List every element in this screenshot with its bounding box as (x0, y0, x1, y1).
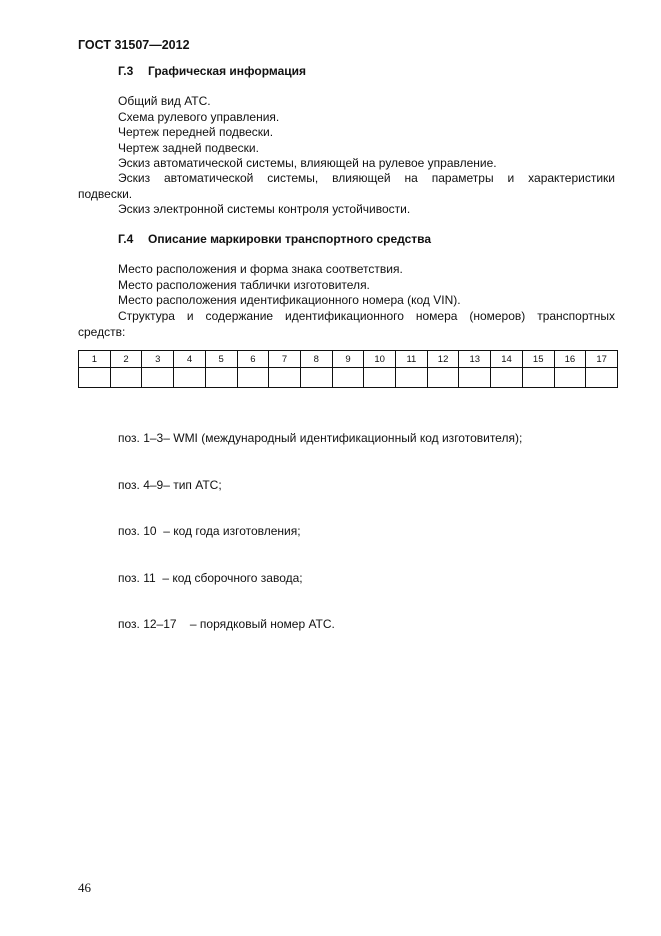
table-cell-empty (79, 368, 111, 388)
table-cell-empty (174, 368, 206, 388)
list-item: Схема рулевого управления. (118, 109, 280, 124)
table-cell-empty (205, 368, 237, 388)
section-g4-wrapped-item (78, 309, 615, 340)
document-header: ГОСТ 31507—2012 (78, 38, 190, 52)
list-item: Структура и содержание идентификационного номера (номеров) транспортных (118, 309, 615, 323)
table-cell: 2 (110, 351, 142, 368)
table-cell-empty (396, 368, 428, 388)
table-cell: 3 (142, 351, 174, 368)
list-item: Место расположения и форма знака соответствия. (118, 262, 403, 276)
table-cell-empty (427, 368, 459, 388)
table-cell-empty (364, 368, 396, 388)
table-cell-empty (237, 368, 269, 388)
table-cell: 5 (205, 351, 237, 368)
legend-item: поз. 4–9– тип АТС; (118, 477, 222, 492)
table-cell: 11 (396, 351, 428, 368)
table-cell: 15 (522, 351, 554, 368)
list-item-continuation: подвески. (78, 186, 133, 201)
page-number: 46 (78, 880, 91, 895)
table-cell: 13 (459, 351, 491, 368)
positions-legend (118, 400, 522, 664)
section-g3-last-item (78, 202, 615, 218)
table-cell: 14 (491, 351, 523, 368)
table-cell: 9 (332, 351, 364, 368)
table-cell: 17 (586, 351, 618, 368)
table-cell: 4 (174, 351, 206, 368)
table-row (79, 351, 618, 368)
section-g4-heading (118, 232, 431, 246)
list-item: Общий вид АТС. (118, 94, 211, 108)
table-cell: 8 (300, 351, 332, 368)
list-item: Чертеж задней подвески. (118, 140, 259, 155)
table-cell-empty (269, 368, 301, 388)
list-item-continuation: средств: (78, 324, 126, 339)
table-cell: 1 (79, 351, 111, 368)
legend-item: поз. 12–17 – порядковый номер АТС. (118, 617, 335, 631)
table-cell-empty (586, 368, 618, 388)
table-cell: 16 (554, 351, 586, 368)
legend-item: поз. 10 – код года изготовления; (118, 524, 301, 538)
list-item: Эскиз автоматической системы, влияющей на параметры и характеристики (118, 171, 615, 185)
list-item: Чертеж передней подвески. (118, 125, 274, 139)
table-cell: 12 (427, 351, 459, 368)
legend-item: поз. 11 – код сборочного завода; (118, 570, 303, 585)
section-g3-number: Г.3 (118, 64, 134, 78)
section-g4-list (78, 262, 615, 309)
list-item: Место расположения идентификационного номера (код VIN). (118, 293, 461, 307)
table-cell-empty (110, 368, 142, 388)
vin-structure-table (78, 350, 618, 388)
legend-item: поз. 1–3– WMI (международный идентификационный код изготовителя); (118, 431, 523, 445)
list-item: Эскиз электронной системы контроля устойчивости. (118, 202, 411, 216)
table-cell: 6 (237, 351, 269, 368)
table-cell-empty (554, 368, 586, 388)
table-cell-empty (522, 368, 554, 388)
table-cell-empty (491, 368, 523, 388)
list-item: Эскиз автоматической системы, влияющей на рулевое управление. (118, 156, 497, 170)
table-cell-empty (300, 368, 332, 388)
section-g4-number: Г.4 (118, 232, 134, 246)
table-cell: 7 (269, 351, 301, 368)
list-item: Место расположения таблички изготовителя. (118, 277, 370, 292)
table-cell-empty (459, 368, 491, 388)
section-g3-title: Графическая информация (148, 64, 307, 78)
section-g3-list (78, 94, 615, 172)
table-row (79, 368, 618, 388)
table-cell-empty (332, 368, 364, 388)
section-g3-wrapped-item (78, 171, 615, 202)
section-g4-title: Описание маркировки транспортного средства (148, 232, 432, 246)
table-cell-empty (142, 368, 174, 388)
section-g3-heading (118, 64, 306, 78)
table-cell: 10 (364, 351, 396, 368)
